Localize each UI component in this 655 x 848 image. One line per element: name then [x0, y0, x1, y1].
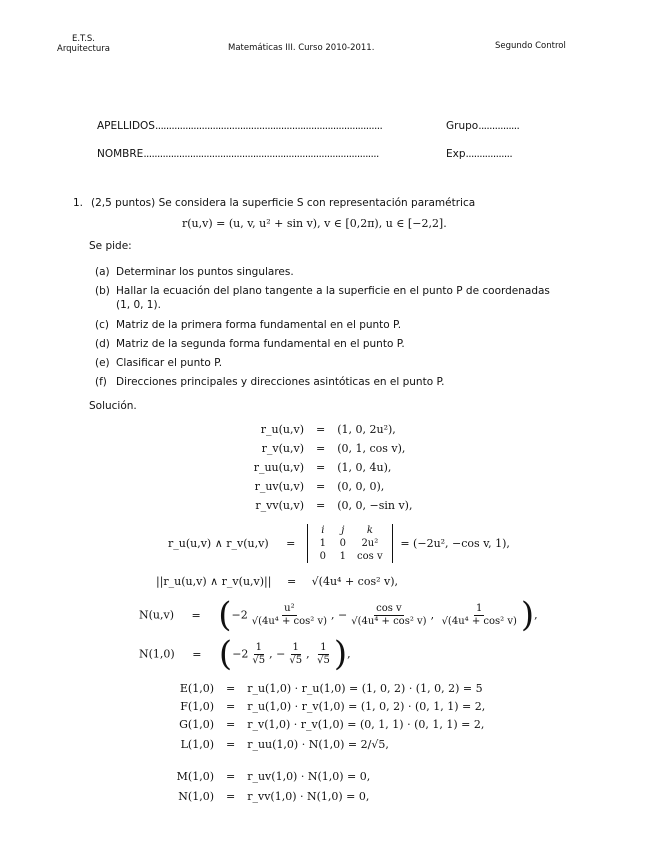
problem-item-text: Matriz de la segunda forma fundamental en el punto P.: [116, 338, 405, 350]
grupo-label: Grupo: [446, 120, 479, 132]
equals-sign: =: [226, 770, 236, 783]
equals-sign: =: [316, 480, 326, 493]
cross-product-row: r_u(u,v) ∧ r_v(u,v) = i j k 1 0 2u² 0 1 cos v = (−2u², −cos v, 1),: [168, 525, 510, 562]
form-lhs: F(1,0): [180, 700, 214, 713]
normal-point-lhs: N(1,0): [139, 647, 175, 661]
problem-item-text: Direcciones principales y direcciones asintóticas en el punto P.: [116, 376, 445, 388]
fraction: [287, 642, 304, 667]
form-lhs: M(1,0): [176, 770, 214, 783]
fraction: [349, 603, 428, 628]
grupo-field[interactable]: [446, 120, 519, 132]
problem-item-text: (1, 0, 1).: [116, 299, 161, 311]
fraction: [250, 603, 329, 628]
equals-sign: =: [226, 718, 236, 731]
fraction-sign: −2: [232, 647, 249, 661]
exp-label: Exp: [446, 148, 466, 160]
se-pide: Se pide:: [89, 240, 132, 252]
fundamental-form-row: [172, 682, 483, 695]
derivative-lhs: r_u(u,v): [260, 423, 304, 436]
fraction-numerator: 1: [476, 602, 483, 614]
problem-item: [95, 285, 550, 297]
derivative-lhs: r_vv(u,v): [255, 499, 304, 512]
form-rhs: r_u(1,0) · r_u(1,0) = (1, 0, 2) · (1, 0, 2) = 5: [247, 682, 483, 695]
fraction-numerator: cos v: [376, 602, 402, 614]
derivative-lhs: r_v(u,v): [261, 442, 304, 455]
matrix-cell: j: [341, 525, 345, 536]
problem-item-label: (b): [95, 285, 110, 297]
fraction: [440, 603, 519, 628]
apellidos-label: APELLIDOS: [97, 120, 155, 132]
form-lhs: N(1,0): [178, 790, 214, 803]
form-rhs: r_uu(1,0) · N(1,0) = 2/√5,: [247, 738, 389, 751]
problem-item-label: (a): [95, 266, 110, 278]
fraction-sign: −2: [231, 608, 248, 622]
matrix-cell: k: [366, 525, 373, 536]
cross-rhs: = (−2u², −cos v, 1),: [400, 537, 510, 550]
fraction-numerator: u²: [284, 602, 295, 614]
normal-lhs: N(u,v): [139, 608, 175, 622]
fundamental-form-row: [172, 700, 485, 713]
problem-item-label: (e): [95, 357, 110, 369]
header-school-line2: Arquitectura: [57, 44, 110, 54]
problem-item-text: Determinar los puntos singulares.: [116, 266, 294, 278]
problem-intro: [73, 197, 475, 209]
apellidos-dots: ...................................................................................: [154, 120, 383, 132]
problem-item-text: Clasificar el punto P.: [116, 357, 223, 369]
header-exam: Segundo Control: [495, 41, 566, 51]
form-lhs: E(1,0): [179, 682, 214, 695]
problem-item: [95, 376, 445, 388]
fraction-denominator: √(4u⁴ + cos² v): [251, 615, 328, 627]
fraction-sign: −: [276, 647, 286, 661]
normal-vector-row: N(u,v) = (−2 $\frac{\text{u²}}{\text{√(4u⁴ + cos² v)}}$ , − $\frac{\text{cos v}}{\text{√(4u⁴ + cos² v)}}$ , $\frac{1}{\text{√(4u⁴ + cos² v)}}$ ),: [139, 595, 538, 635]
norm-row: ||r_u(u,v) ∧ r_v(u,v)|| = √(4u⁴ + cos² v),: [156, 575, 399, 588]
problem-item-label: (f): [95, 376, 107, 388]
fundamental-form-row: [172, 790, 369, 803]
equals-sign: =: [316, 442, 326, 455]
cross-lhs: r_u(u,v) ∧ r_v(u,v): [168, 537, 269, 550]
derivative-row: [232, 499, 412, 512]
matrix-cell: cos v: [357, 551, 383, 562]
normal-point-components: −2 $\frac{1}{√5}$ , − $\frac{1}{√5}$ , $\frac{1}{√5}$: [232, 641, 330, 666]
derivative-row: [232, 442, 405, 455]
problem-item-text: Hallar la ecuación del plano tangente a la superficie en el punto P de coordenadas: [116, 285, 550, 297]
fraction-denominator: √(4u⁴ + cos² v): [441, 615, 517, 627]
header-school-line1: E.T.S.: [71, 34, 96, 44]
fraction: [315, 642, 332, 667]
problem-number: 1.: [73, 197, 84, 209]
problem-item-label: (c): [95, 319, 109, 331]
fraction-denominator: √5: [252, 654, 266, 666]
derivative-rhs: (0, 1, cos v),: [337, 442, 406, 455]
fraction-denominator: √5: [317, 654, 330, 666]
fraction-numerator: 1: [292, 641, 299, 653]
derivative-lhs: r_uu(u,v): [253, 461, 304, 474]
problem-item-text: Matriz de la primera forma fundamental en el punto P.: [116, 319, 402, 331]
matrix-cell: 1: [319, 538, 327, 549]
form-lhs: L(1,0): [180, 738, 214, 751]
derivative-row: [232, 461, 391, 474]
matrix-cell: 0: [339, 538, 347, 549]
derivative-row: [232, 480, 384, 493]
fundamental-form-row: [172, 770, 370, 783]
header-school: [57, 34, 110, 54]
nombre-label: NOMBRE: [97, 148, 144, 160]
problem-intro-text: (2,5 puntos) Se considera la superficie S con representación paramétrica: [91, 197, 476, 209]
nombre-dots: ......................................................................................: [143, 148, 379, 160]
equals-sign: =: [226, 790, 236, 803]
form-lhs: G(1,0): [179, 718, 214, 731]
problem-item: [95, 338, 405, 350]
problem-item: [95, 319, 401, 331]
fraction-numerator: 1: [320, 641, 327, 653]
fundamental-form-row: [172, 718, 484, 731]
equals-sign: =: [226, 682, 236, 695]
equals-sign: =: [226, 700, 236, 713]
derivative-rhs: (1, 0, 2u²),: [337, 423, 396, 436]
matrix-cell: 0: [319, 551, 327, 562]
form-rhs: r_uv(1,0) · N(1,0) = 0,: [247, 770, 371, 783]
matrix-cell: 1: [339, 551, 347, 562]
form-rhs: r_v(1,0) · r_v(1,0) = (0, 1, 1) · (0, 1, 1) = 2,: [247, 718, 485, 731]
exp-dots: .................: [465, 148, 513, 160]
nombre-field[interactable]: [97, 148, 379, 160]
normal-at-point-row: N(1,0) = (−2 $\frac{1}{√5}$ , − $\frac{1}{√5}$ , $\frac{1}{√5}$ ),: [139, 634, 351, 674]
equals-sign: =: [316, 461, 326, 474]
norm-lhs: ||r_u(u,v) ∧ r_v(u,v)||: [156, 575, 272, 588]
equals-sign: =: [316, 499, 326, 512]
derivative-rhs: (1, 0, 4u),: [337, 461, 392, 474]
problem-item-label: (d): [95, 338, 110, 350]
fraction: [250, 642, 267, 667]
problem-item: [95, 299, 161, 311]
fundamental-form-row: [172, 738, 389, 751]
norm-rhs: √(4u⁴ + cos² v),: [311, 575, 399, 588]
grupo-dots: ...............: [478, 120, 520, 132]
problem-item: [95, 357, 222, 369]
derivative-lhs: r_uv(u,v): [254, 480, 304, 493]
fraction-denominator: √(4u⁴ + cos² v): [351, 615, 427, 627]
derivative-rhs: (0, 0, −sin v),: [337, 499, 413, 512]
matrix-cell: 2u²: [361, 538, 379, 549]
normal-components: −2 $\frac{\text{u²}}{\text{√(4u⁴ + cos² v)}}$ , − $\frac{\text{cos v}}{\text{√(4u⁴ + cos² v)}}$ , $\frac{1}{\text{√(4u⁴ + cos² v)}}$: [231, 602, 517, 627]
problem-item: [95, 266, 294, 278]
parametric-equation: r(u,v) = (u, v, u² + sin v), v ∈ [0,2π), u ∈ [−2,2].: [182, 217, 447, 230]
matrix-cell: i: [321, 525, 325, 536]
header-course: Matemáticas III. Curso 2010-2011.: [228, 43, 375, 53]
derivative-row: [232, 423, 396, 436]
fraction-sign: −: [338, 608, 348, 622]
equals-sign: =: [226, 738, 236, 751]
exp-field[interactable]: [446, 148, 512, 160]
equals-sign: =: [316, 423, 326, 436]
solution-label: Solución.: [89, 400, 137, 412]
derivative-rhs: (0, 0, 0),: [337, 480, 385, 493]
form-rhs: r_u(1,0) · r_v(1,0) = (1, 0, 2) · (0, 1, 1) = 2,: [247, 700, 486, 713]
fraction-numerator: 1: [255, 641, 262, 653]
form-rhs: r_vv(1,0) · N(1,0) = 0,: [247, 790, 370, 803]
determinant-matrix: [307, 524, 393, 563]
apellidos-field[interactable]: [97, 120, 382, 132]
fraction-denominator: √5: [289, 654, 303, 666]
